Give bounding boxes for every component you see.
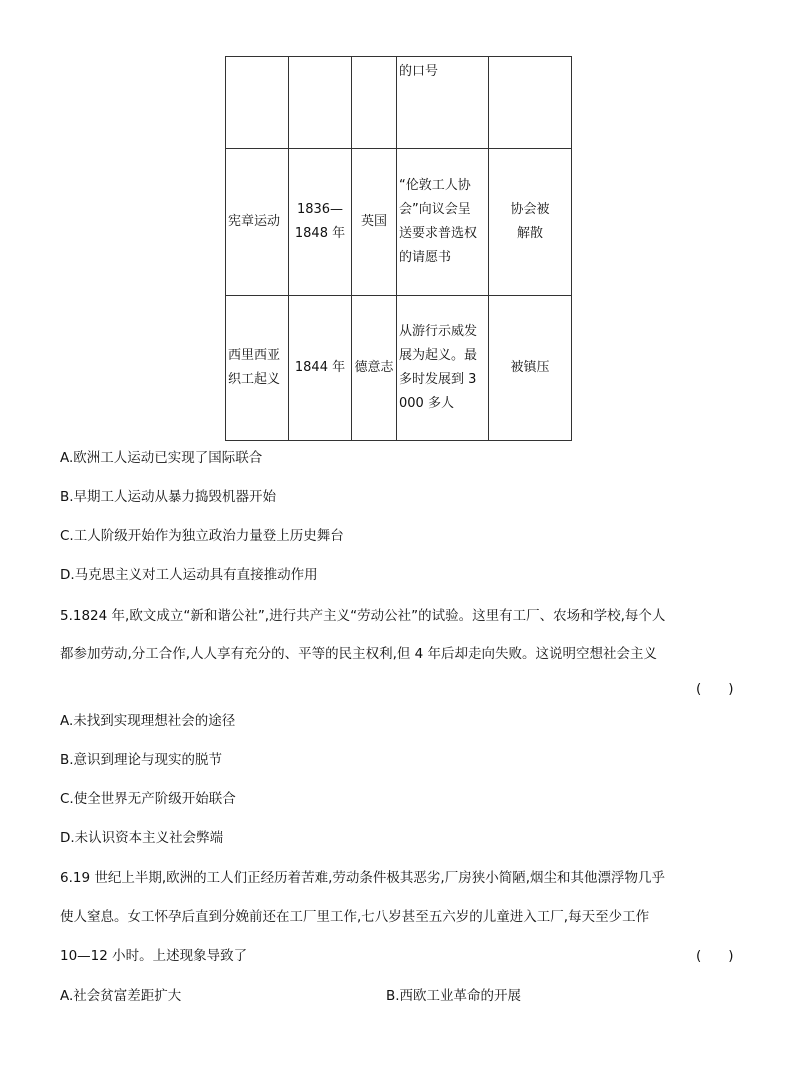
cell-action-text: 从游行示威发 展为起义。最 多时发展到 3 000 多人 [399, 324, 478, 411]
cell-name [226, 149, 289, 296]
cell-result [489, 149, 572, 296]
q5-stem-line2: 都参加劳动,分工合作,人人享有充分的、平等的民主权利,但 4 年后却走向失败。这说明空想社会主义 [60, 646, 658, 662]
cell-country: 英国 [352, 149, 397, 296]
cell-time: 1844 年 [289, 296, 352, 441]
q6-answer-bracket[interactable]: ( ) [696, 948, 734, 964]
q6-stem-line2: 使人窒息。女工怀孕后直到分娩前还在工厂里工作,七八岁甚至五六岁的儿童进入工厂,每天至少工作 [60, 909, 650, 925]
cell-time [289, 57, 352, 149]
q4-option-d[interactable]: D.马克思主义对工人运动具有直接推动作用 [60, 567, 318, 583]
cell-result-text: 协会被 解散 [510, 202, 550, 241]
cell-country [352, 57, 397, 149]
q6-stem-line1: 6.19 世纪上半期,欧洲的工人们正经历着苦难,劳动条件极其恶劣,厂房狭小简陋,烟尘和其他漂浮物几乎 [60, 870, 666, 886]
q4-option-a[interactable]: A.欧洲工人运动已实现了国际联合 [60, 450, 263, 466]
cell-name-text: 宪章运动 [228, 214, 281, 229]
cell-country: 德意志 [352, 296, 397, 441]
q5-option-c[interactable]: C.使全世界无产阶级开始联合 [60, 791, 236, 807]
q4-option-b[interactable]: B.早期工人运动从暴力捣毁机器开始 [60, 489, 277, 505]
movement-table [225, 56, 572, 441]
cell-name [226, 57, 289, 149]
cell-action [397, 296, 489, 441]
cell-name [226, 296, 289, 441]
table-row [226, 57, 572, 149]
table-row [226, 296, 572, 441]
cell-action-text: 的口号 [399, 64, 439, 79]
q5-option-a[interactable]: A.未找到实现理想社会的途径 [60, 713, 236, 729]
q4-option-c[interactable]: C.工人阶级开始作为独立政治力量登上历史舞台 [60, 528, 344, 544]
q5-option-b[interactable]: B.意识到理论与现实的脱节 [60, 752, 223, 768]
q6-option-a[interactable]: A.社会贫富差距扩大 [60, 988, 182, 1004]
cell-time-text: 1836— 1848 年 [294, 202, 346, 241]
cell-action-text: “伦敦工人协 会”向议会呈 送要求普选权 的请愿书 [399, 178, 478, 265]
cell-result [489, 57, 572, 149]
cell-action [397, 57, 489, 149]
q6-option-b[interactable]: B.西欧工业革命的开展 [386, 988, 522, 1004]
q5-option-d[interactable]: D.未认识资本主义社会弊端 [60, 830, 224, 846]
cell-name-text: 西里西亚 织工起义 [228, 348, 281, 387]
cell-time [289, 149, 352, 296]
cell-result: 被镇压 [489, 296, 572, 441]
q5-stem-line1: 5.1824 年,欧文成立“新和谐公社”,进行共产主义“劳动公社”的试验。这里有工厂、农场和学校,每个人 [60, 608, 666, 624]
q6-stem-line3: 10—12 小时。上述现象导致了 [60, 948, 248, 964]
cell-action [397, 149, 489, 296]
q5-answer-bracket[interactable]: ( ) [696, 681, 734, 697]
table-row [226, 149, 572, 296]
